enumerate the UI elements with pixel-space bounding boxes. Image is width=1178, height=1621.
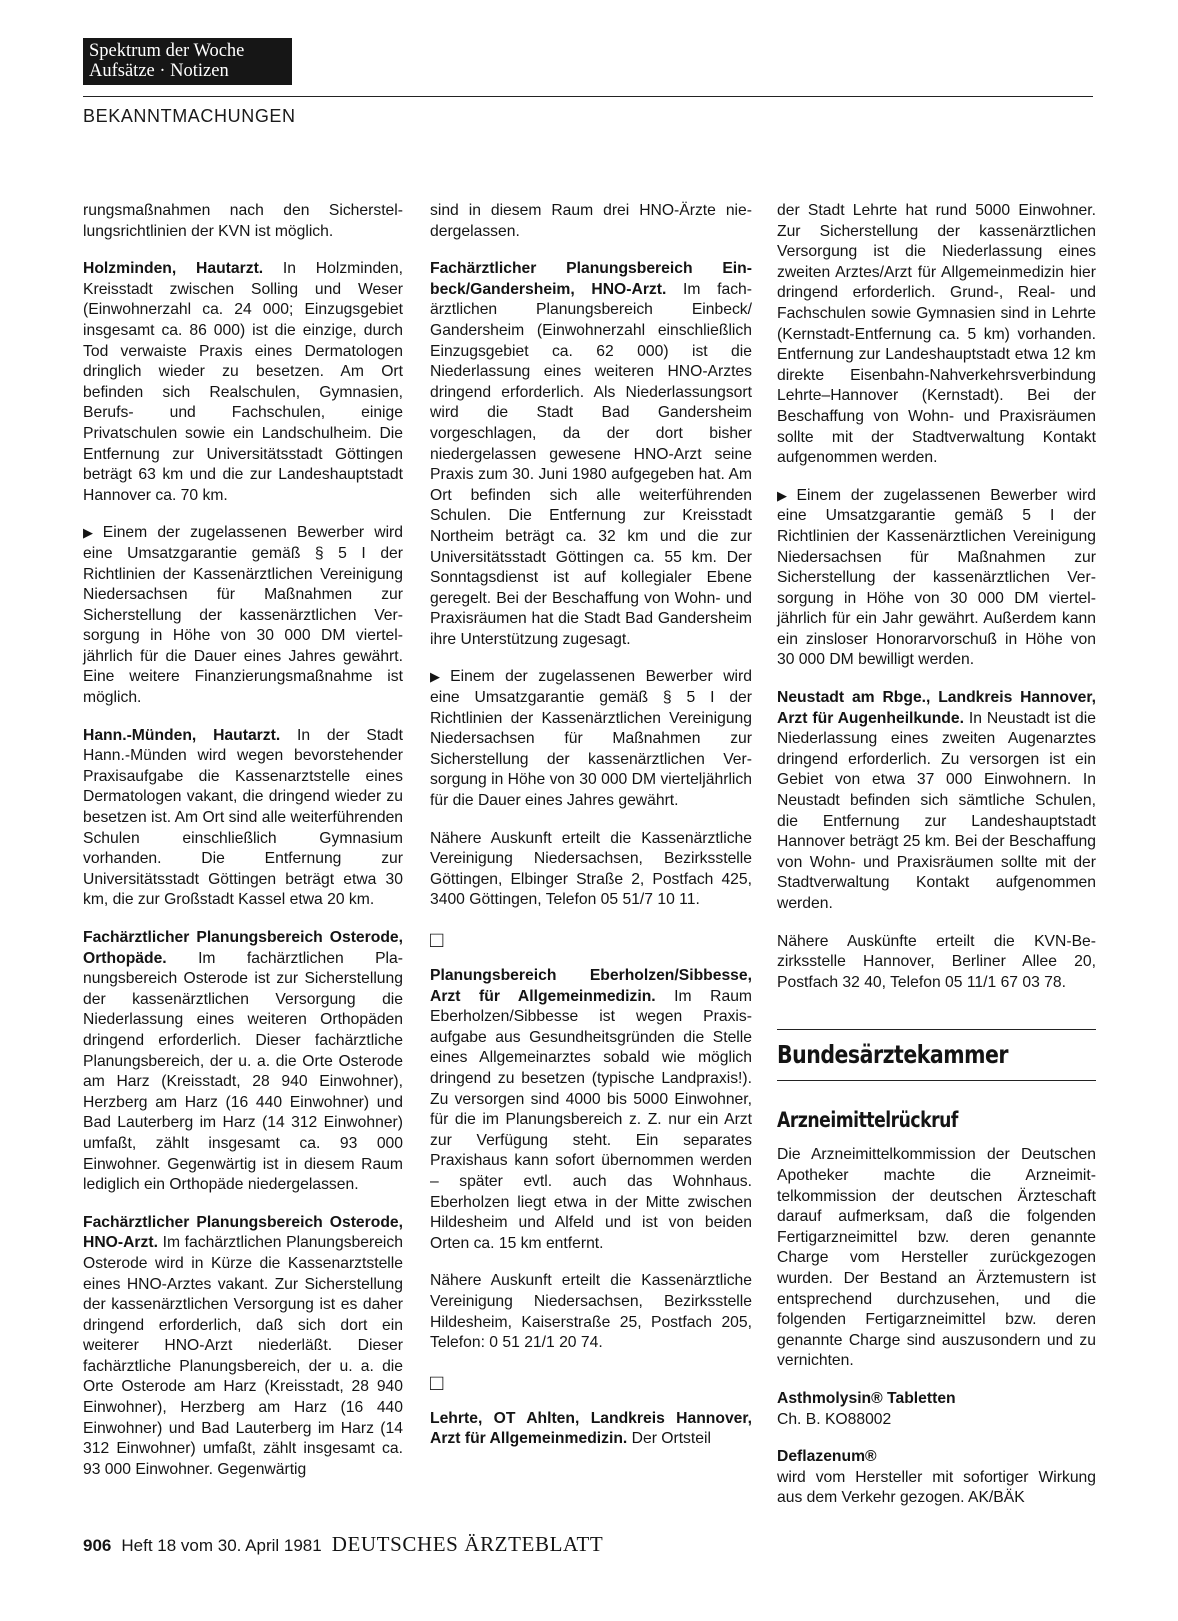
notice-holzminden — [83, 259, 403, 506]
notice-body: Der Ortsteil — [627, 1430, 711, 1448]
section-box-icon: □ — [430, 1369, 444, 1395]
subheading-arzneimittelrueckruf: Arzneimittelrückruf — [777, 1108, 958, 1133]
notice-osterode-hno — [83, 1213, 403, 1481]
column-1 — [83, 201, 403, 1480]
notice-body: Im fachärztlichen Planungsbereich Osterode wird in Kürze die Kassenarztstelle eines HNO-Arztes vakant. Zur Sicherstellung der kassenärztlichen Versorgung ist es daher dringend erforderlich, daß sich dort ein weiterer HNO-Arzt niederläßt. Dieser fachärztliche Planungsbereich, der u. a. die Orte Osterode am Harz (Kreisstadt, 28 940 Einwohner), Herzberg am Harz (16 440 Einwohner) und Bad Lauterberg im Harz (14 312 Einwohner) umfaßt, zählt insgesamt ca. 93 000 Einwohner. Gegenwärtig — [83, 1234, 403, 1478]
department-header — [83, 38, 292, 85]
recall-item-1 — [777, 1389, 1096, 1430]
drug-name: Asthmolysin® Tabletten — [777, 1389, 956, 1407]
notice-neustadt — [777, 688, 1096, 915]
notice-body: In Neustadt ist die Niederlassung eines zweiten Augenarztes dringend erforderlich. Zu versorgen ist ein Gebiet von etwa 37 000 Einwohnern. In Neustadt befinden sich sämtliche Schulen, die Entfernung zur Landeshauptstadt Hannover beträgt 25 km. Bei der Beschaffung von Wohn- und Praxisräumen sollte mit der Stadtverwaltung Kontakt aufgenommen werden. — [777, 709, 1096, 912]
triangle-bullet-icon: ▶ — [430, 669, 447, 685]
notice-title: Planungsbereich Eberholzen/Sibbesse, Arzt für Allgemeinmedizin. — [430, 967, 752, 1005]
guarantee-paragraph — [777, 486, 1096, 671]
notice-title: Fachärztlicher Planungsbereich Einbeck/Gandersheim, HNO-Arzt. — [430, 260, 752, 298]
column-2 — [430, 201, 752, 1450]
page-number: 906 — [83, 1536, 112, 1555]
notice-title: Hann.-Münden, Hautarzt. — [83, 726, 281, 744]
notice-title: Lehrte, OT Ahlten, Landkreis Hannover, Arzt für Allgemeinmedizin. — [430, 1409, 752, 1448]
recall-paragraph: Die Arzneimittelkommission der Deutschen Apotheker machte die Arzneimittelkommission der deutschen Ärzteschaft darauf aufmerksam, daß die folgenden Fertigarzneimittel bzw. deren genannte Charge vom Hersteller zurückgezogen wurden. Der Bestand an Ärztemustern ist entsprechend durchzusehen, und die folgenden Fertigarzneimittel bzw. deren genannte Charge sind auszusondern und zu vernichten. — [777, 1146, 1096, 1370]
heading-bundesaerztekammer: Bundesärztekammer — [777, 1040, 1009, 1070]
paragraph: der Stadt Lehrte hat rund 5000 Einwohner. Zur Sicherstellung der kassenärztlichen Versorgung ist die Niederlassung eines zweiten Arztes/Arzt für Allgemeinmedizin hier dringend erforderlich. Grund-, Real- und Fachschulen sowie Gymnasien sind in Lehrte (Kernstadt-Entfernung ca. 5 km) vorhanden. Entfernung zur Landeshauptstadt etwa 12 km direkte Eisenbahn-Nahverkehrsverbindung Lehrte–Hannover (Kernstadt). Bei der Beschaffung von Wohn- und Praxisräumen sollte mit der Stadtverwaltung Kontakt aufgenommen werden. — [777, 202, 1096, 467]
paragraph-text: Einem der zugelassenen Bewerber wird eine Umsatzgarantie gemäß § 5 I der Richtlinien der Kassenärztlichen Vereinigung Niedersachsen für Maßnahmen zur Sicherstellung der kassenärztlichen Versorgung in Höhe von 30 000 DM vierteljährlich für die Dauer eines Jahres gewährt. — [430, 668, 752, 810]
recall-item-2 — [777, 1447, 1096, 1509]
notice-title: Holzminden, Hautarzt. — [83, 260, 264, 278]
page-footer — [83, 1532, 603, 1557]
section-box-icon: □ — [430, 927, 444, 952]
heading-rule-bottom — [777, 1080, 1096, 1081]
notice-eberholzen — [430, 966, 752, 1254]
drug-name: Deflazenum® — [777, 1448, 877, 1466]
guarantee-paragraph — [83, 523, 403, 708]
paragraph: sind in diesem Raum drei HNO-Ärzte niedergelassen. — [430, 202, 752, 240]
triangle-bullet-icon: ▶ — [83, 525, 99, 541]
notice-title: Neustadt am Rbge., Landkreis Hannover, Arzt für Augenheilkunde. — [777, 689, 1096, 727]
contact-paragraph: Nähere Auskunft erteilt die Kassenärztliche Vereinigung Niedersachsen, Bezirksstelle Göttingen, Elbinger Straße 2, Postfach 425, 3400 Göttingen, Telefon 05 51/7 10 11. — [430, 829, 752, 909]
section-label: BEKANNTMACHUNGEN — [83, 106, 296, 126]
notice-body: In der Stadt Hann.-Münden wird wegen bevorstehender Praxisaufgabe die Kassenarztstelle eines Dermatologen vakant, die dringend wieder zu besetzen ist. Am Ort sind alle weiterführenden Schulen einschließlich Gymnasium vorhanden. Die Entfernung zur Universitätsstadt Göttingen beträgt etwa 30 km, die zur Großstadt Kassel etwa 20 km. — [83, 726, 404, 909]
paragraph: rungsmaßnahmen nach den Sicherstellungsrichtlinien der KVN ist möglich. — [83, 202, 403, 240]
notice-body: Im Raum Eberholzen/Sibbesse ist wegen Praxisaufgabe aus Gesundheitsgründen die Stelle eines Allgemeinarztes sobald wie möglich dringend zu besetzen (typische Landpraxis!). Zu versorgen sind 4000 bis 5000 Einwohner, für die im Planungsbereich z. Z. nur ein Arzt zur Verfügung steht. Ein separates Praxishaus kann sofort übernommen werden – später evtl. auch das Wohnhaus. Eberholzen liegt etwa in der Mitte zwischen Hildesheim und Alfeld und ist von beiden Orten ca. 15 km entfernt. — [430, 987, 752, 1252]
drug-detail: wird vom Hersteller mit sofortiger Wirkung aus dem Verkehr gezogen. AK/BÄK — [777, 1468, 1096, 1507]
notice-einbeck-gandersheim — [430, 259, 752, 650]
paragraph-text: Einem der zugelassenen Bewerber wird eine Umsatzgarantie gemäß § 5 I der Richtlinien der Kassenärztlichen Vereinigung Niedersachsen für Maßnahmen zur Sicherstellung der kassenärztlichen Versorgung in Höhe von 30 000 DM vierteljährlich für die Dauer eines Jahres gewährt. Eine weitere Finanzierungsmaßnahme ist möglich. — [83, 524, 404, 707]
header-rule — [83, 96, 1093, 97]
notice-body: In Holzminden, Kreisstadt zwischen Solling und Weser (Einwohnerzahl ca. 24 000; Einzugsgebiet insgesamt ca. 86 000) ist die einzige, durch Tod verwaiste Praxis eines Dermatologen dringlich wieder zu besetzen. Am Ort befinden sich Realschulen, Gymnasien, Berufs- und Fachschulen, einige Privatschulen sowie ein Landschulheim. Die Entfernung zur Universitätsstadt Göttingen beträgt 63 km und die zur Landeshauptstadt Hannover ca. 70 km. — [83, 260, 403, 504]
department-header-line1: Spektrum der Woche — [89, 41, 245, 61]
triangle-bullet-icon: ▶ — [777, 487, 793, 503]
notice-body: Im fachärztlichen Planungsbereich Einbeck/ Gandersheim (Einwohnerzahl einschließlich Einzugsgebiet ca. 62 000) ist die Niederlassung eines weiteren HNO-Arztes dringend erforderlich. Als Niederlassungsort wird die Stadt Bad Gandersheim vorgeschlagen, da der dort bisher niedergelassen gewesene HNO-Arzt seine Praxis zum 30. Juni 1980 aufgegeben hat. Am Ort befinden sich alle weiterführenden Schulen. Die Entfernung zur Kreisstadt Northeim beträgt ca. 32 km und die zur Universitätsstadt Göttingen ca. 55 km. Der Sonntagsdienst ist auf kollegialer Ebene geregelt. Bei der Beschaffung von Wohn- und Praxisräumen hat die Stadt Bad Gandersheim ihre Unterstützung zugesagt. — [430, 280, 753, 648]
notice-hann-muenden — [83, 726, 403, 911]
heading-rule-top — [777, 1029, 1096, 1030]
contact-paragraph: Nähere Auskunft erteilt die Kassenärztliche Vereinigung Niedersachsen, Bezirksstelle Hildesheim, Kaiserstraße 25, Postfach 205, Telefon: 0 51 21/1 20 74. — [430, 1272, 752, 1352]
notice-title: Fachärztlicher Planungsbereich Osterode, Orthopäde. — [83, 929, 403, 967]
guarantee-paragraph — [430, 667, 752, 811]
department-header-line2: Aufsätze · Notizen — [89, 61, 229, 81]
notice-lehrte — [430, 1409, 752, 1450]
issue-info: Heft 18 vom 30. April 1981 — [121, 1536, 322, 1555]
contact-paragraph: Nähere Auskünfte erteilt die KVN-Bezirksstelle Hannover, Berliner Allee 20, Postfach 32 40, Telefon 05 11/1 67 03 78. — [777, 932, 1096, 991]
notice-body: Im fachärztlichen Planungsbereich Osterode ist zur Sicherstellung der kassenärztlichen Versorgung die Niederlassung eines weiteren Orthopäden dringend erforderlich. Dieser fachärztliche Planungsbereich, der u. a. die Orte Osterode am Harz (Kreisstadt, 28 940 Einwohner), Herzberg am Harz (16 440 Einwohner) und Bad Lauterberg im Harz (14 312 Einwohner) umfaßt, zählt insgesamt ca. 93 000 Einwohner. Gegenwärtig ist in diesem Raum lediglich ein Orthopäde niedergelassen. — [83, 949, 403, 1194]
column-3 — [777, 201, 1096, 1509]
paragraph-text: Einem der zugelassenen Bewerber wird eine Umsatzgarantie gemäß 5 I der Richtlinien der Kassenärztlichen Vereinigung Niedersachsen für Maßnahmen zur Sicherstellung der kassenärztlichen Versorgung in Höhe von 30 000 DM vierteljährlich für ein Jahr gewährt. Außerdem kann ein zinsloser Honorarvorschuß in Höhe von 30 000 DM bewilligt werden. — [777, 486, 1096, 669]
notice-title: Fachärztlicher Planungsbereich Osterode, HNO-Arzt. — [83, 1213, 403, 1252]
notice-osterode-orthopaede — [83, 928, 403, 1196]
journal-name: DEUTSCHES ÄRZTEBLATT — [331, 1532, 604, 1556]
drug-detail: Ch. B. KO88002 — [777, 1410, 892, 1428]
